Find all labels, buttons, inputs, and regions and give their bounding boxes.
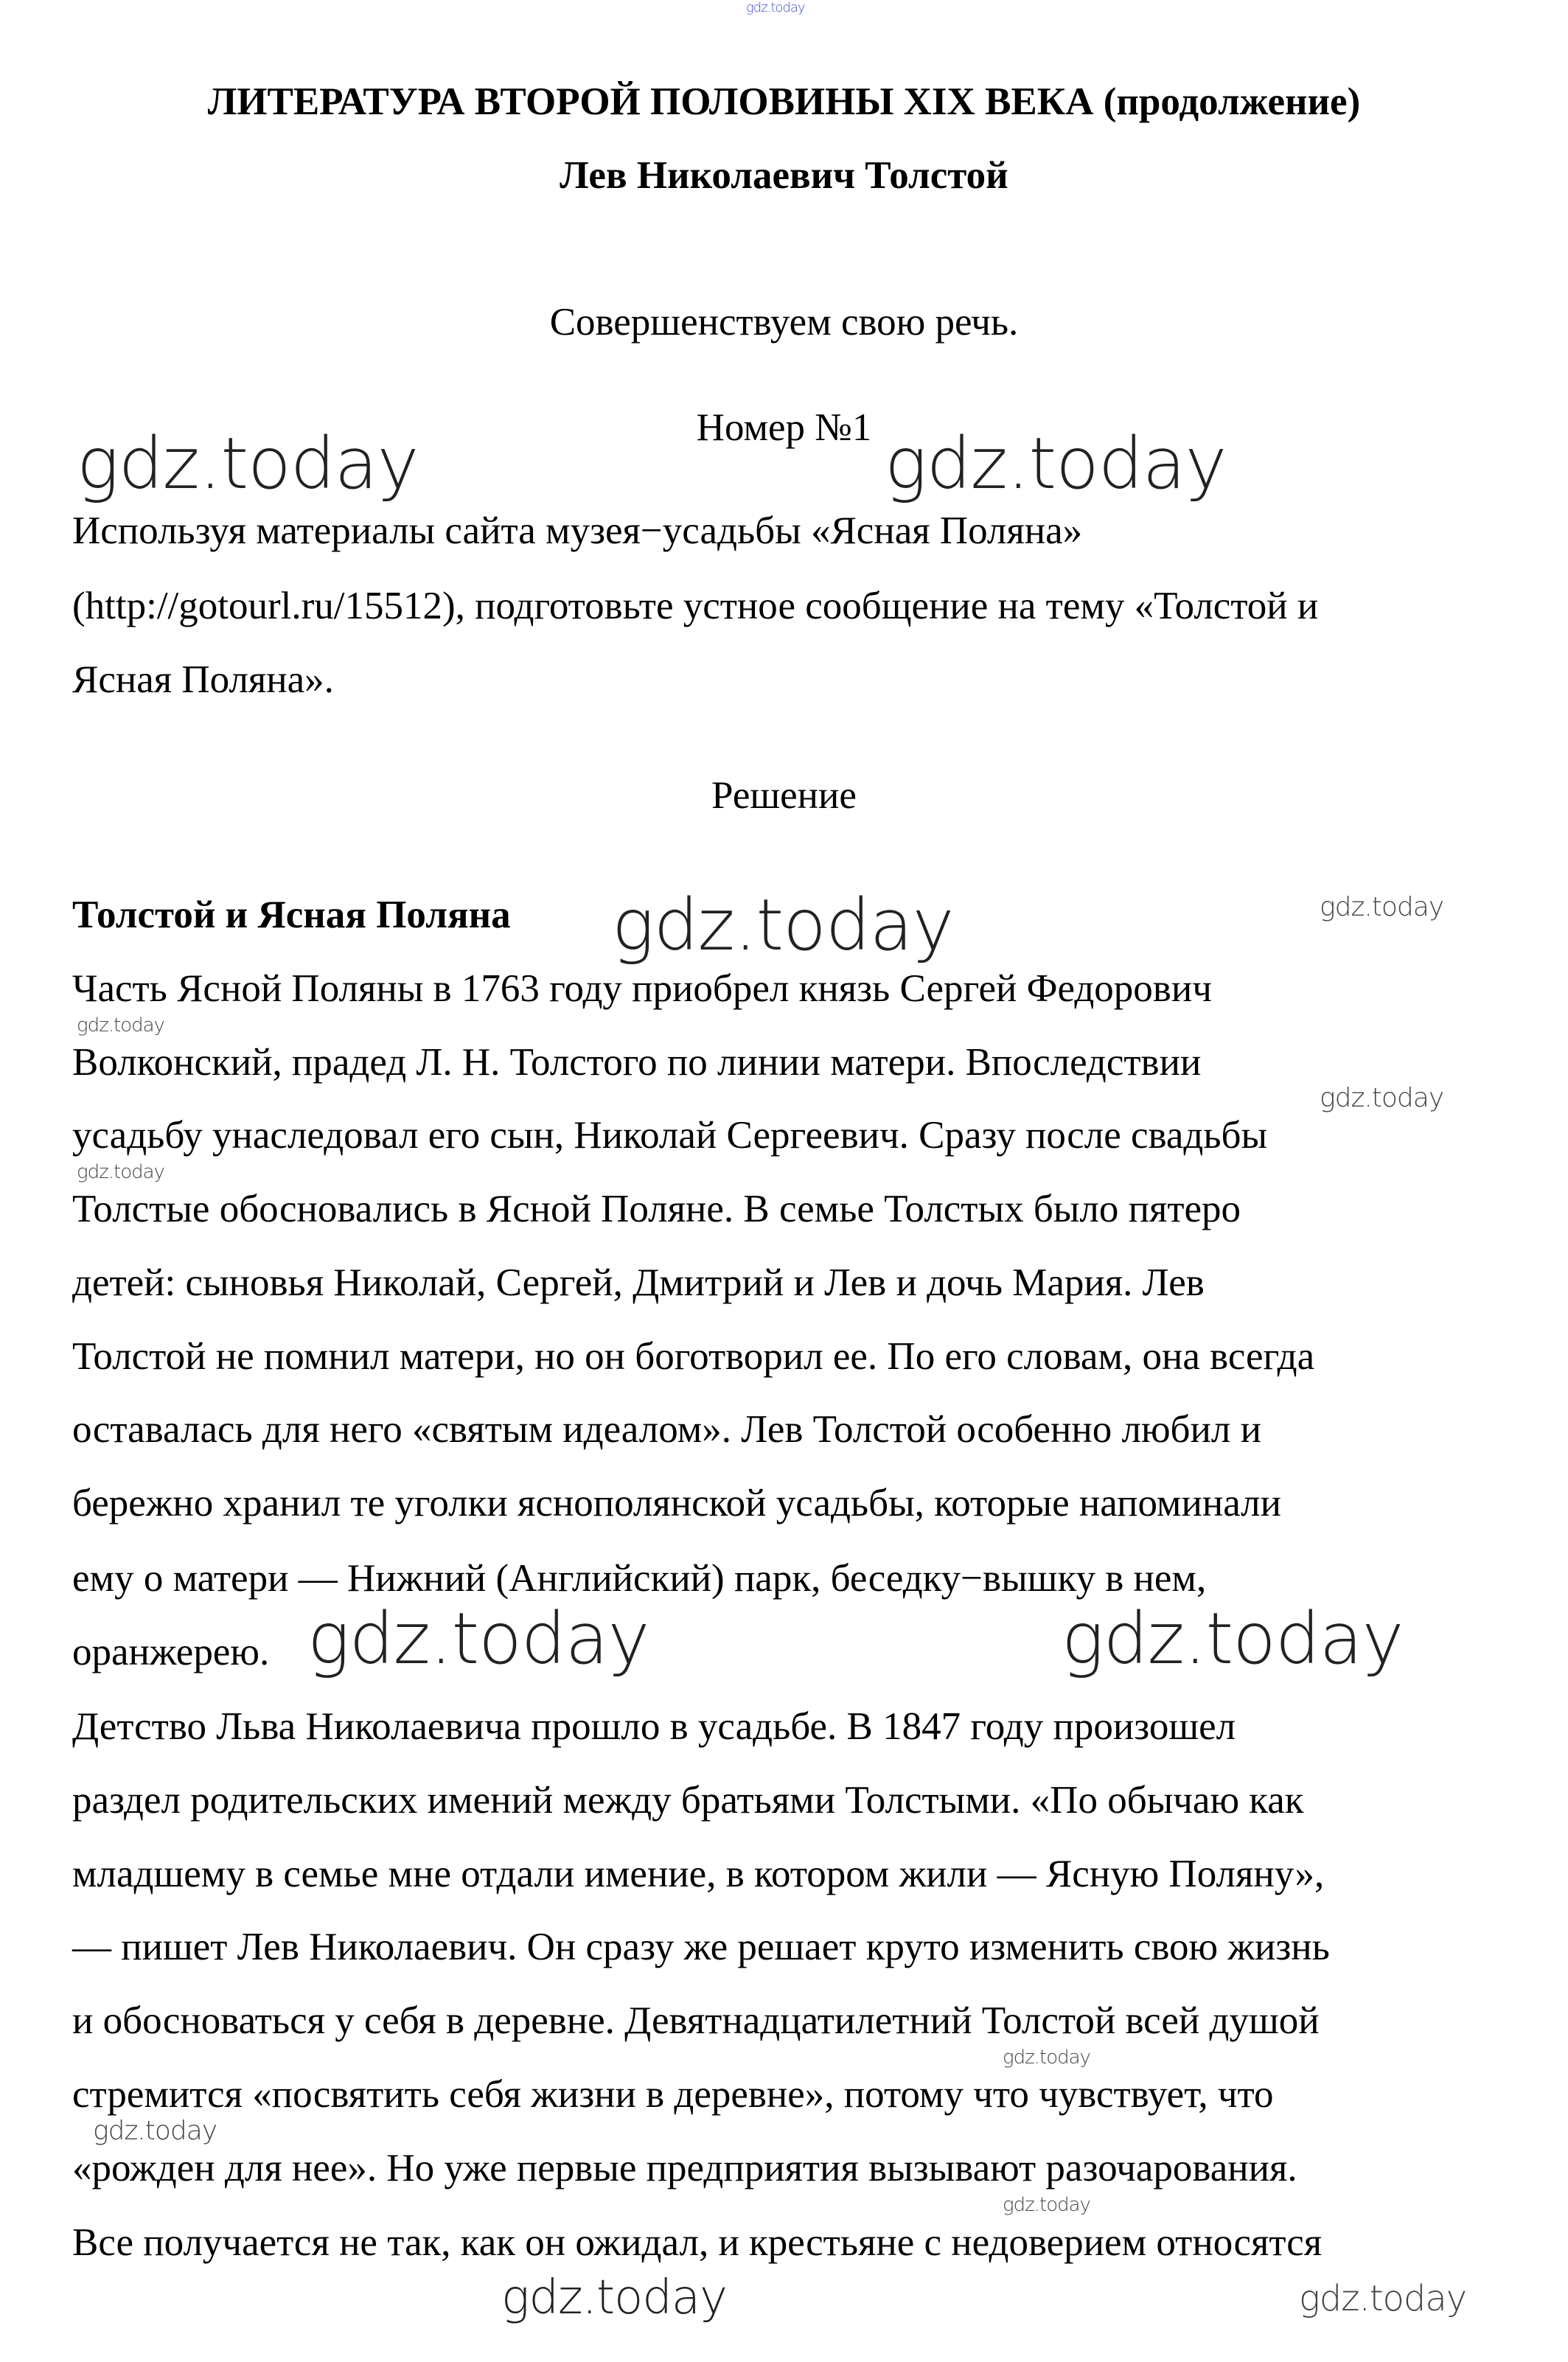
task-number: Номер №1: [696, 406, 872, 449]
answer-line: Волконский, прадед Л. Н. Толстого по линии матери. Впоследствии: [72, 1041, 1202, 1084]
watermark: gdz.today: [1320, 892, 1444, 922]
solution-label: Решение: [711, 774, 857, 817]
watermark: gdz.today: [1299, 2278, 1467, 2319]
watermark: gdz.today: [612, 884, 954, 966]
watermark: gdz.today: [1320, 1083, 1444, 1113]
answer-line: «рожден для нее». Но уже первые предприятия вызывают разочарования.: [72, 2147, 1297, 2189]
task-text-line: Используя материалы сайта музея−усадьбы «Ясная Поляна»: [72, 509, 1083, 552]
answer-line: бережно хранил те уголки яснополянской усадьбы, которые напоминали: [72, 1482, 1281, 1525]
answer-line: оранжерею.: [72, 1631, 270, 1673]
page-subtitle: Лев Николаевич Толстой: [560, 154, 1008, 197]
watermark: gdz.today: [1003, 2194, 1090, 2216]
watermark: gdz.today: [746, 0, 805, 15]
answer-line: младшему в семье мне отдали имение, в котором жили — Ясную Поляну»,: [72, 1853, 1325, 1895]
watermark: gdz.today: [77, 422, 419, 505]
answer-line: Все получается не так, как он ожидал, и крестьяне с недоверием относятся: [72, 2221, 1323, 2264]
answer-line: Часть Ясной Поляны в 1763 году приобрел князь Сергей Федорович: [72, 967, 1212, 1010]
answer-line: и обосноваться у себя в деревне. Девятнадцатилетний Толстой всей душой: [72, 1999, 1320, 2042]
answer-line: стремится «посвятить себя жизни в деревне», потому что чувствует, что: [72, 2073, 1274, 2116]
answer-heading: Толстой и Ясная Поляна: [72, 893, 511, 936]
task-text-line: Ясная Поляна».: [72, 658, 334, 701]
answer-line: раздел родительских имений между братьями Толстыми. «По обычаю как: [72, 1779, 1304, 1822]
answer-line: Толстые обосновались в Ясной Поляне. В семье Толстых было пятеро: [72, 1188, 1241, 1230]
answer-line: оставалась для него «святым идеалом». Лев Толстой особенно любил и: [72, 1408, 1261, 1451]
answer-line: ему о матери — Нижний (Английский) парк, беседку−вышку в нем,: [72, 1557, 1207, 1600]
page-title: ЛИТЕРАТУРА ВТОРОЙ ПОЛОВИНЫ XIX ВЕКА (продолжение): [207, 80, 1361, 123]
answer-line: Детство Льва Николаевича прошло в усадьбе. В 1847 году произошел: [72, 1705, 1236, 1748]
answer-line: усадьбу унаследовал его сын, Николай Сергеевич. Сразу после свадьбы: [72, 1114, 1268, 1157]
section-title: Совершенствуем свою речь.: [549, 301, 1019, 344]
task-text-line: (http://gotourl.ru/15512), подготовьте устное сообщение на тему «Толстой и: [72, 585, 1319, 627]
answer-line: Толстой не помнил матери, но он боготворил ее. По его словам, она всегда: [72, 1335, 1315, 1378]
answer-line: — пишет Лев Николаевич. Он сразу же решает круто изменить свою жизнь: [72, 1926, 1330, 1968]
watermark: gdz.today: [307, 1598, 649, 1680]
watermark: gdz.today: [1062, 1598, 1404, 1680]
watermark: gdz.today: [1003, 2046, 1090, 2069]
watermark: gdz.today: [77, 1161, 164, 1183]
answer-line: детей: сыновья Николай, Сергей, Дмитрий и Лев и дочь Мария. Лев: [72, 1261, 1205, 1304]
watermark: gdz.today: [501, 2271, 727, 2325]
watermark: gdz.today: [77, 1014, 164, 1037]
watermark: gdz.today: [885, 422, 1227, 505]
watermark: gdz.today: [93, 2116, 217, 2146]
